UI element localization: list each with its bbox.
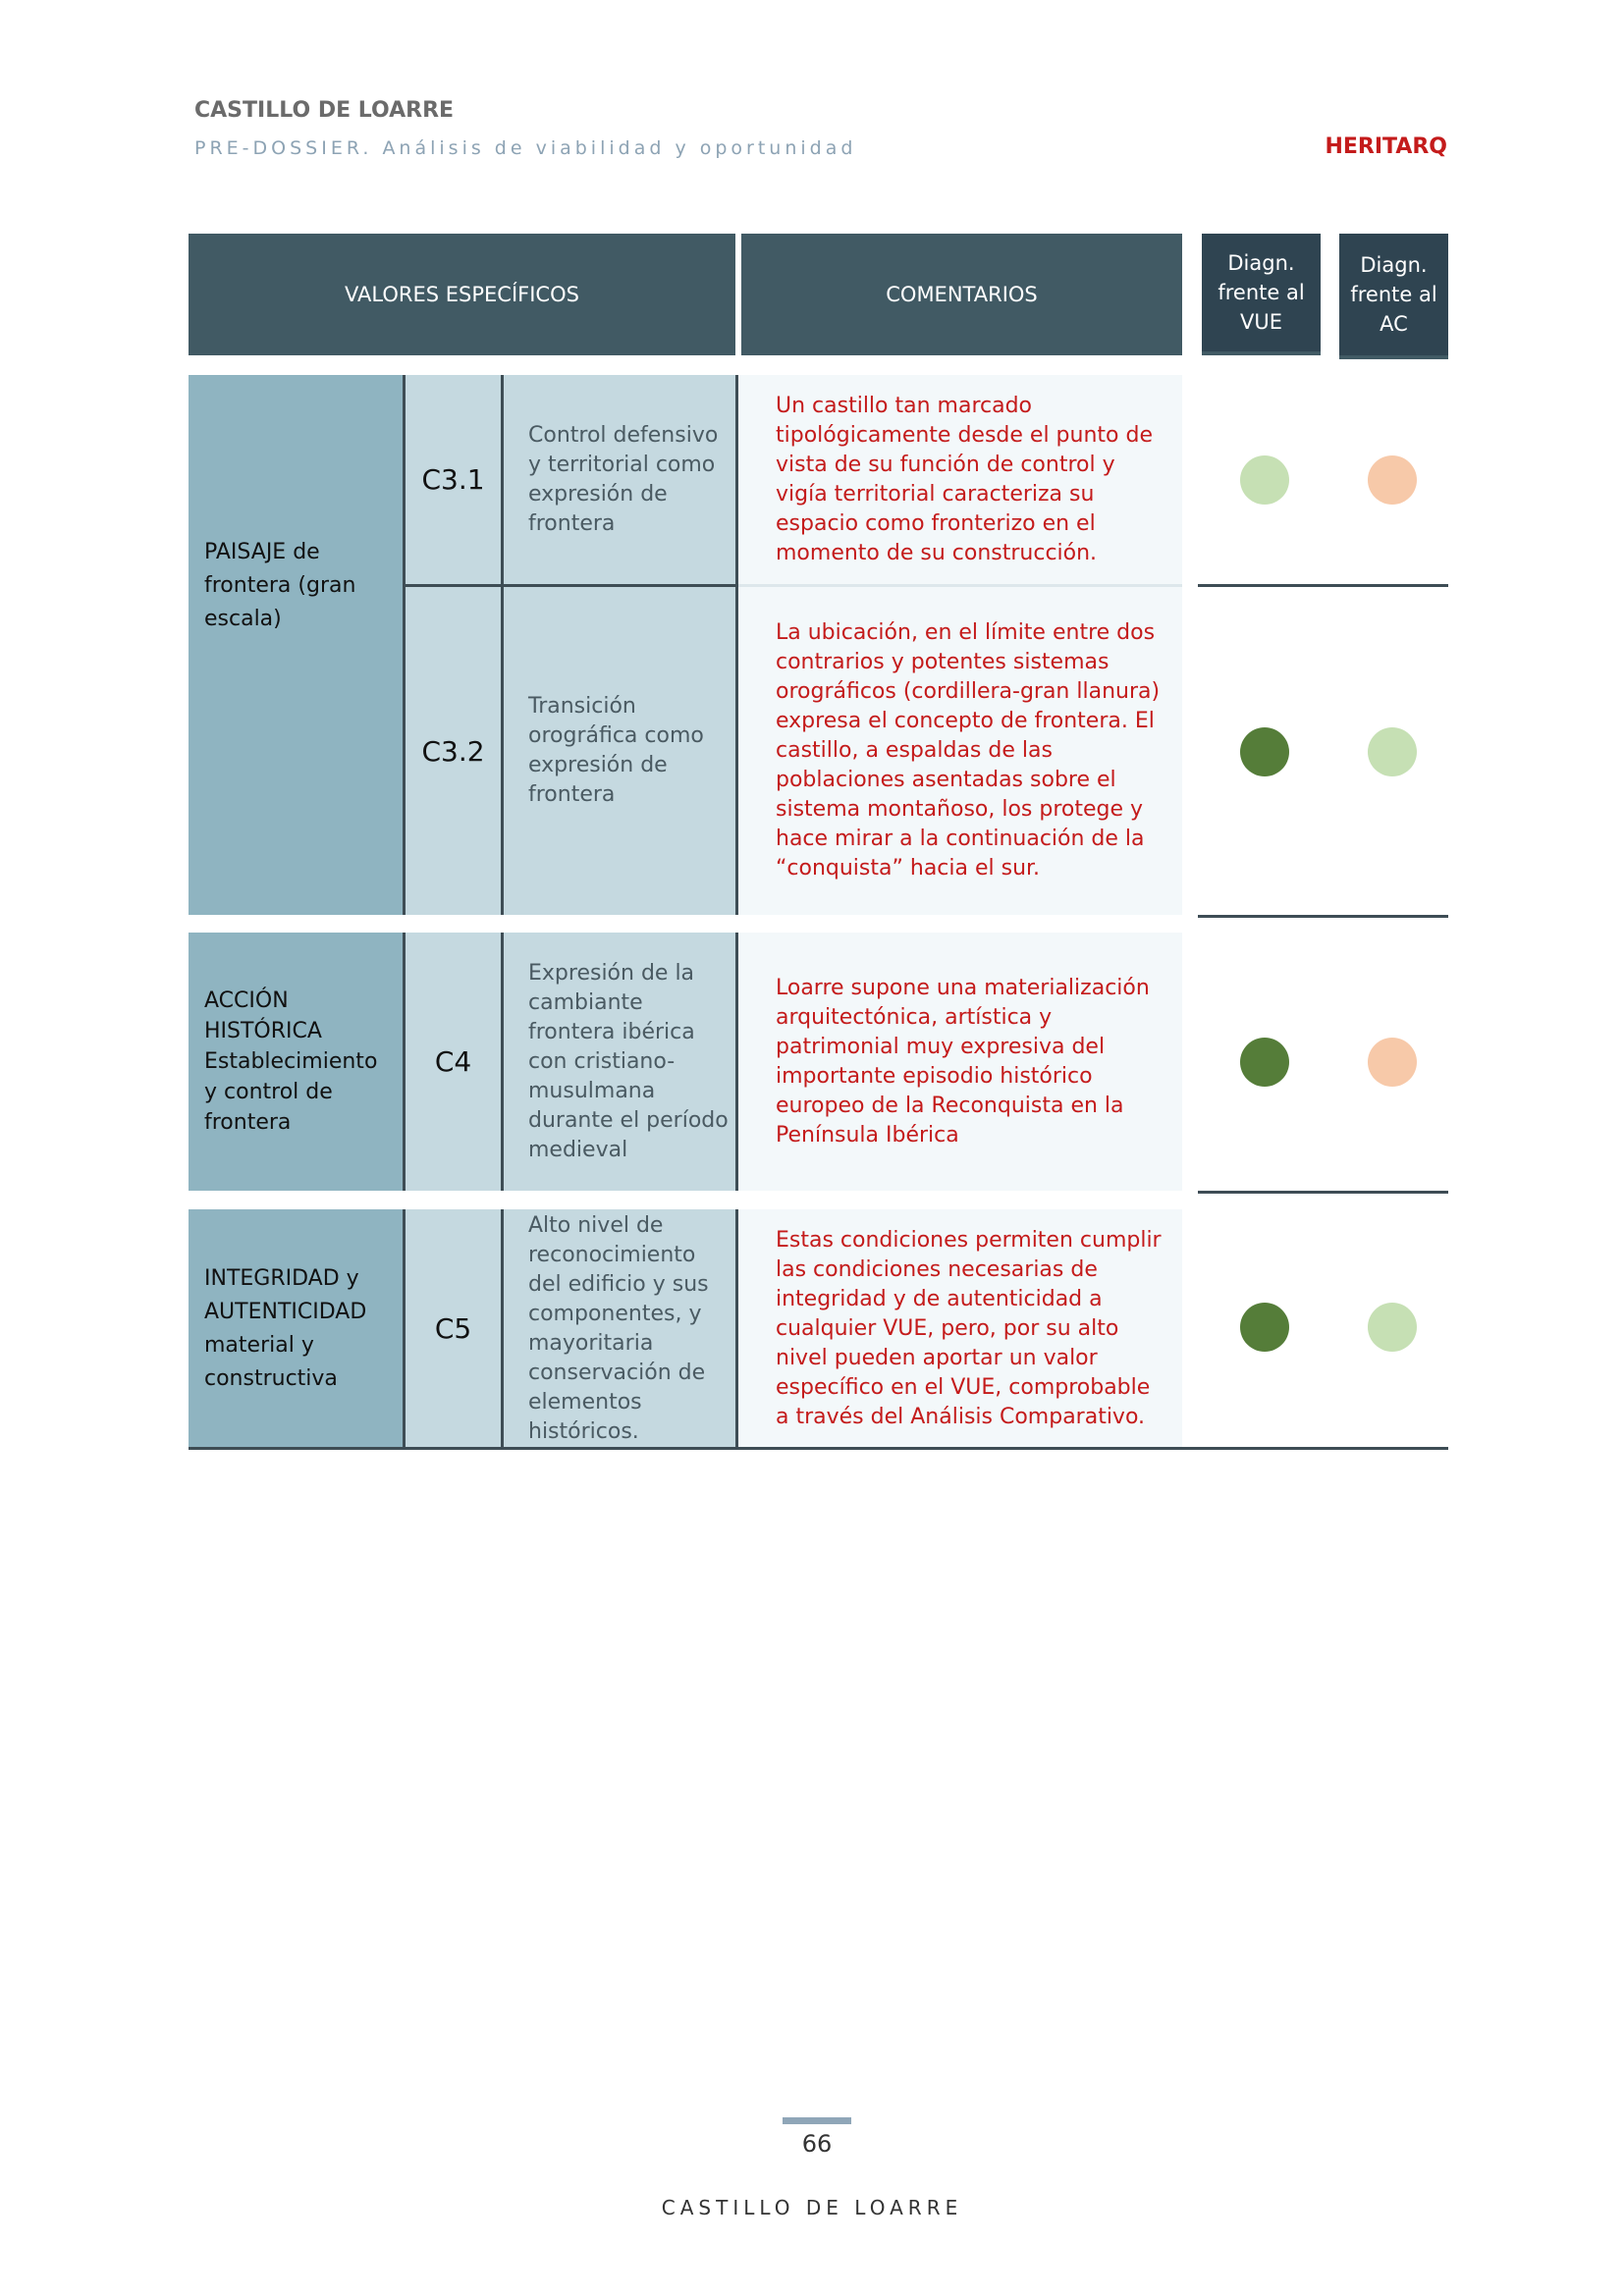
diag-vue-c3-2 <box>1240 727 1289 776</box>
category-integridad: INTEGRIDAD y AUTENTICIDAD material y constructiva <box>189 1209 404 1448</box>
value-c4: Expresión de la cambiante frontera ibérica con cristiano-musulmana durante el período medieval <box>504 933 736 1191</box>
table-bottom-rule <box>189 1447 1448 1450</box>
category-paisaje: PAISAJE de frontera (gran escala) <box>189 375 404 915</box>
diag-vue-c3-1 <box>1240 455 1289 505</box>
header-valores: VALORES ESPECÍFICOS <box>189 234 735 355</box>
diag-ac-c4 <box>1368 1038 1417 1087</box>
col-divider <box>403 375 406 915</box>
col-divider <box>403 1209 406 1448</box>
row-divider <box>738 584 1182 587</box>
value-c3-1: Control defensivo y territorial como expresión de frontera <box>504 375 736 584</box>
diag-ac-c3-2 <box>1368 727 1417 776</box>
row-divider <box>1198 584 1448 587</box>
diag-ac-c5 <box>1368 1303 1417 1352</box>
header-diag-ac: Diagn. frente al AC <box>1339 234 1448 359</box>
code-c5: C5 <box>406 1209 501 1448</box>
page-number-bar <box>783 2117 851 2124</box>
header-comentarios: COMENTARIOS <box>741 234 1182 355</box>
col-divider <box>735 933 738 1191</box>
col-divider <box>501 1209 504 1448</box>
code-c4: C4 <box>406 933 501 1191</box>
value-c5: Alto nivel de reconocimiento del edificio y sus componentes, y mayoritaria conservación de elementos históricos. <box>504 1209 736 1448</box>
page-number: 66 <box>801 2130 833 2158</box>
code-c3-2: C3.2 <box>406 587 501 915</box>
comment-c3-1: Un castillo tan marcado tipológicamente desde el punto de vista de su función de control y vigía territorial caracteriza su espacio como fronterizo en el momento de su construcción. <box>738 375 1182 584</box>
comment-c3-2: La ubicación, en el límite entre dos contrarios y potentes sistemas orográficos (cordillera-gran llanura) expresa el concepto de frontera. El castillo, a espaldas de las poblaciones asentadas sobre el sistema montañoso, los protege y hace mirar a la continuación de la “conquista” hacia el sur. <box>738 587 1182 915</box>
row-divider <box>406 584 736 587</box>
diag-vue-c4 <box>1240 1038 1289 1087</box>
category-accion-historica: ACCIÓN HISTÓRICA Establecimiento y control de frontera <box>189 933 404 1191</box>
row-divider <box>1198 915 1448 918</box>
col-divider <box>501 375 504 915</box>
col-divider <box>501 933 504 1191</box>
row-divider <box>1198 1191 1448 1194</box>
value-c3-2: Transición orográfica como expresión de frontera <box>504 587 736 915</box>
document-title: CASTILLO DE LOARRE <box>194 98 455 123</box>
diag-vue-c5 <box>1240 1303 1289 1352</box>
document-subtitle: PRE-DOSSIER. Análisis de viabilidad y oportunidad <box>194 137 857 159</box>
brand-name: HERITARQ <box>1325 134 1447 159</box>
comment-c4: Loarre supone una materialización arquitectónica, artística y patrimonial muy expresiva del importante episodio histórico europeo de la Reconquista en la Península Ibérica <box>738 933 1182 1191</box>
diag-ac-c3-1 <box>1368 455 1417 505</box>
col-divider <box>735 1209 738 1448</box>
comment-c5: Estas condiciones permiten cumplir las condiciones necesarias de integridad y de autenticidad a cualquier VUE, pero, por su alto nivel pueden aportar un valor específico en el VUE, comprobable a través del Análisis Comparativo. <box>738 1209 1182 1448</box>
col-divider <box>735 375 738 915</box>
col-divider <box>403 933 406 1191</box>
code-c3-1: C3.1 <box>406 375 501 584</box>
footer-title: CASTILLO DE LOARRE <box>661 2196 963 2219</box>
header-diag-vue: Diagn. frente al VUE <box>1202 234 1321 355</box>
